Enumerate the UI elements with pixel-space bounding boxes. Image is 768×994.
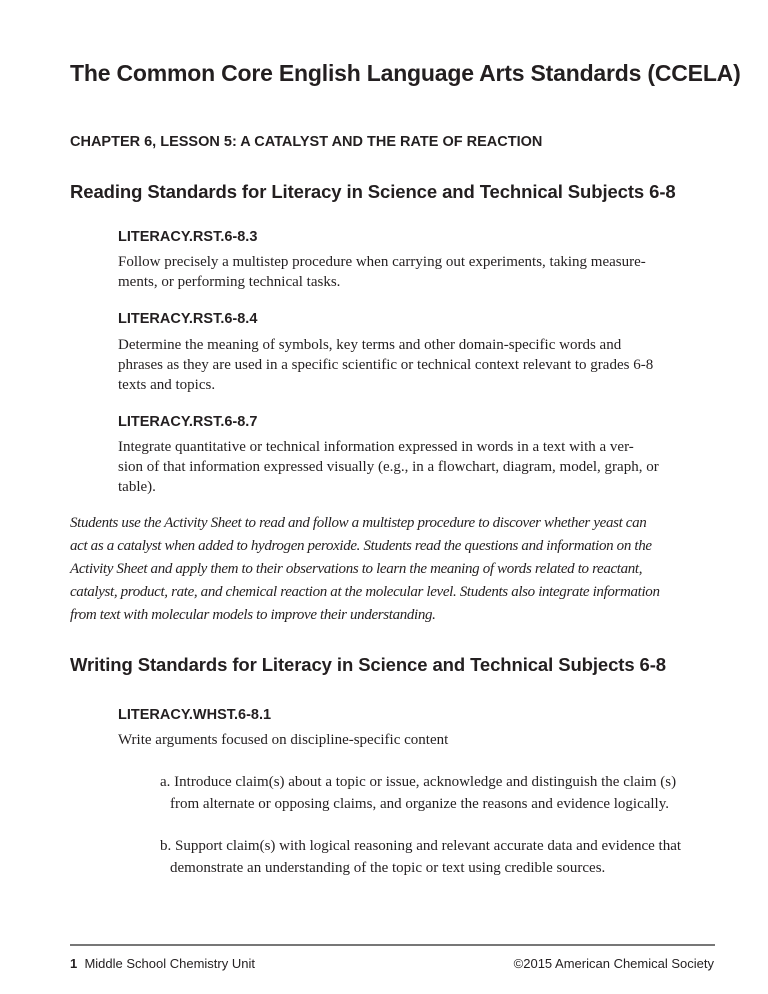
text-line: ments, or performing technical tasks.	[118, 274, 341, 290]
list-item	[160, 771, 676, 815]
standard-code: LITERACY.RST.6-8.7	[118, 414, 258, 430]
chapter-heading: CHAPTER 6, LESSON 5: A CATALYST AND THE RATE OF REACTION	[70, 134, 543, 150]
standard-code: LITERACY.RST.6-8.4	[118, 311, 258, 327]
writing-standards-heading: Writing Standards for Literacy in Science and Technical Subjects 6-8	[70, 654, 666, 675]
page-number: 1	[70, 956, 78, 971]
copyright: ©2015 American Chemical Society	[513, 956, 714, 971]
footer-divider	[70, 944, 715, 946]
text-line: catalyst, product, rate, and chemical reaction at the molecular level. Students also integrate information	[70, 584, 660, 600]
text-line: from alternate or opposing claims, and organize the reasons and evidence logically.	[170, 796, 669, 812]
text-line: Follow precisely a multistep procedure when carrying out experiments, taking measure-	[118, 254, 646, 270]
standard-description	[118, 437, 659, 497]
standard-description	[118, 252, 646, 292]
text-line: Integrate quantitative or technical information expressed in words in a text with a ver-	[118, 439, 634, 455]
text-line: phrases as they are used in a specific scientific or technical context relevant to grades 6-8	[118, 357, 654, 373]
text-line: a. Introduce claim(s) about a topic or issue, acknowledge and distinguish the claim (s)	[160, 774, 677, 790]
standard-description	[118, 335, 653, 395]
text-line: Activity Sheet and apply them to their observations to learn the meaning of words related to reactant,	[70, 561, 643, 577]
text-line: Students use the Activity Sheet to read and follow a multistep procedure to discover whether yeast can	[70, 515, 647, 531]
standard-description: Write arguments focused on discipline-specific content	[118, 732, 449, 748]
lesson-summary	[70, 512, 660, 627]
reading-standards-heading: Reading Standards for Literacy in Science and Technical Subjects 6-8	[70, 181, 676, 202]
text-line: Determine the meaning of symbols, key terms and other domain-specific words and	[118, 337, 622, 353]
text-line: b. Support claim(s) with logical reasoning and relevant accurate data and evidence that	[160, 838, 682, 854]
text-line: act as a catalyst when added to hydrogen peroxide. Students read the questions and information on the	[70, 538, 652, 554]
standard-code: LITERACY.RST.6-8.3	[118, 229, 258, 245]
text-line: demonstrate an understanding of the topic or text using credible sources.	[170, 860, 606, 876]
footer-left	[70, 956, 255, 971]
text-line: table).	[118, 479, 156, 495]
unit-name: Middle School Chemistry Unit	[84, 956, 255, 971]
text-line: texts and topics.	[118, 377, 216, 393]
standard-code: LITERACY.WHST.6-8.1	[118, 707, 272, 723]
list-item	[160, 835, 681, 879]
document-title: The Common Core English Language Arts Standards (CCELA)	[70, 60, 741, 86]
text-line: from text with molecular models to improve their understanding.	[70, 607, 436, 623]
text-line: sion of that information expressed visually (e.g., in a flowchart, diagram, model, graph, or	[118, 459, 659, 475]
